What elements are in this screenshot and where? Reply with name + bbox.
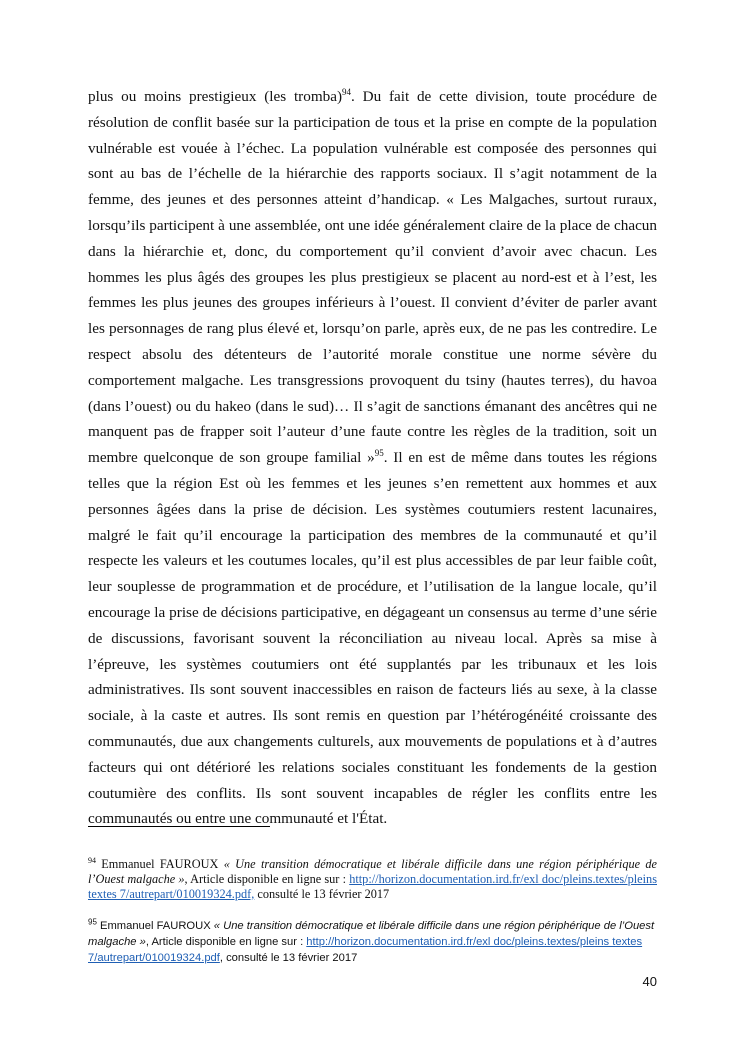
- page-number: 40: [642, 974, 657, 989]
- footnote-ref-95[interactable]: 95: [374, 448, 384, 459]
- footnote-link[interactable]: http://horizon.documentation.ird.fr/exl doc/pleins.textes/pleins textes 7/autrepart/010019324.pdf,: [88, 872, 657, 901]
- footnote-author: Emmanuel FAUROUX: [96, 857, 224, 871]
- footnote-text: , Article disponible en ligne sur :: [184, 872, 350, 886]
- footnote-text: , Article disponible en ligne sur :: [145, 936, 307, 948]
- footnote-number: 95: [88, 917, 97, 927]
- footnote-94: [88, 857, 657, 902]
- footnote-date: consulté le 13 février 2017: [254, 887, 390, 901]
- footnote-link[interactable]: http://horizon.documentation.ird.fr/exl doc/pleins.textes/pleins textes 7/autrepart/010019324.pdf: [88, 936, 643, 964]
- footnote-date: , consulté le 13 février 2017: [219, 952, 358, 964]
- footnote-number: 94: [88, 855, 96, 865]
- footnote-separator: [88, 826, 270, 827]
- footnote-ref-94[interactable]: 94: [342, 86, 352, 97]
- footnote-95: [88, 918, 657, 966]
- body-text-part-1: plus ou moins prestigieux (les tromba): [88, 88, 343, 105]
- body-text-part-2: . Du fait de cette division, toute procédure de résolution de conflit basée sur la participation de tous et la prise en compte de la population vulnérable est vouée à l’échec. La population vulnérable est composée des personnes qui sont au bas de l’échelle de la hiérarchie des rapports sociaux. Il s’agit notamment de la femme, des jeunes et des personnes atteint d’handicap. « Les Malgaches, surtout ruraux, lorsqu’ils participent à une assemblée, ont une idée généralement claire de la place de chacun dans la hiérarchie et, donc, du comportement qu’il convient d’avoir avec chacun. Les hommes les plus âgés des groupes les plus prestigieux se placent au nord-est et à l’est, les femmes les plus jeunes des groupes inférieurs à l’ouest. Il convient d’éviter de parler avant les personnages de rang plus élevé et, lorsqu’on parle, après eux, de ne pas les contredire. Le respect absolu des détenteurs de l’autorité morale constitue une norme sévère du comportement malgache. Les transgressions provoquent du tsiny (hautes terres), du havoa (dans l’ouest) ou du hakeo (dans le sud)… Il s’agit de sanctions émanant des ancêtres qui ne manquent pas de frapper soit l’auteur d’une faute contre les règles de la tradition, soit un membre quelconque de son groupe familial »: [88, 88, 658, 467]
- footnote-author: Emmanuel FAUROUX: [96, 920, 214, 932]
- footnote-title: « Une transition démocratique et libérale difficile dans une région périphérique de l’Ouest malgache »: [88, 920, 655, 948]
- footnote-title: « Une transition démocratique et libérale difficile dans une région périphérique de l’Ouest malgache »: [88, 857, 657, 886]
- body-paragraph: [88, 84, 657, 832]
- body-text-part-3: . Il en est de même dans toutes les régions telles que la région Est où les femmes et les jeunes s’en remettent aux hommes et aux personnes âgées dans la prise de décision. Les systèmes coutumiers restent lacunaires, malgré le fait qu’il encourage la participation des membres de la communauté et qu’il respecte les valeurs et les coutumes locales, qu’il est plus accessibles de par leur faible coût, leur souplesse de programmation et de procédure, et l’utilisation de la langue locale, qu’il encourage la prise de décisions participative, en dégageant un consensus au terme d’une série de discussions, favorisant souvent la réconciliation au niveau local. Après sa mise à l’épreuve, les systèmes coutumiers ont été supplantés par les tribunaux et les lois administratives. Ils sont souvent inaccessibles en raison de facteurs liés au sexe, à la classe sociale, à la caste et autres. Ils sont remis en question par l’hétérogénéité croissante des communautés, due aux changements culturels, aux mouvements de populations et à d’autres facteurs qui ont détérioré les relations sociales constituant les fondements de la gestion coutumière des conflits. Ils sont souvent incapables de régler les conflits entre les communautés ou entre une communauté et l'État.: [88, 449, 657, 828]
